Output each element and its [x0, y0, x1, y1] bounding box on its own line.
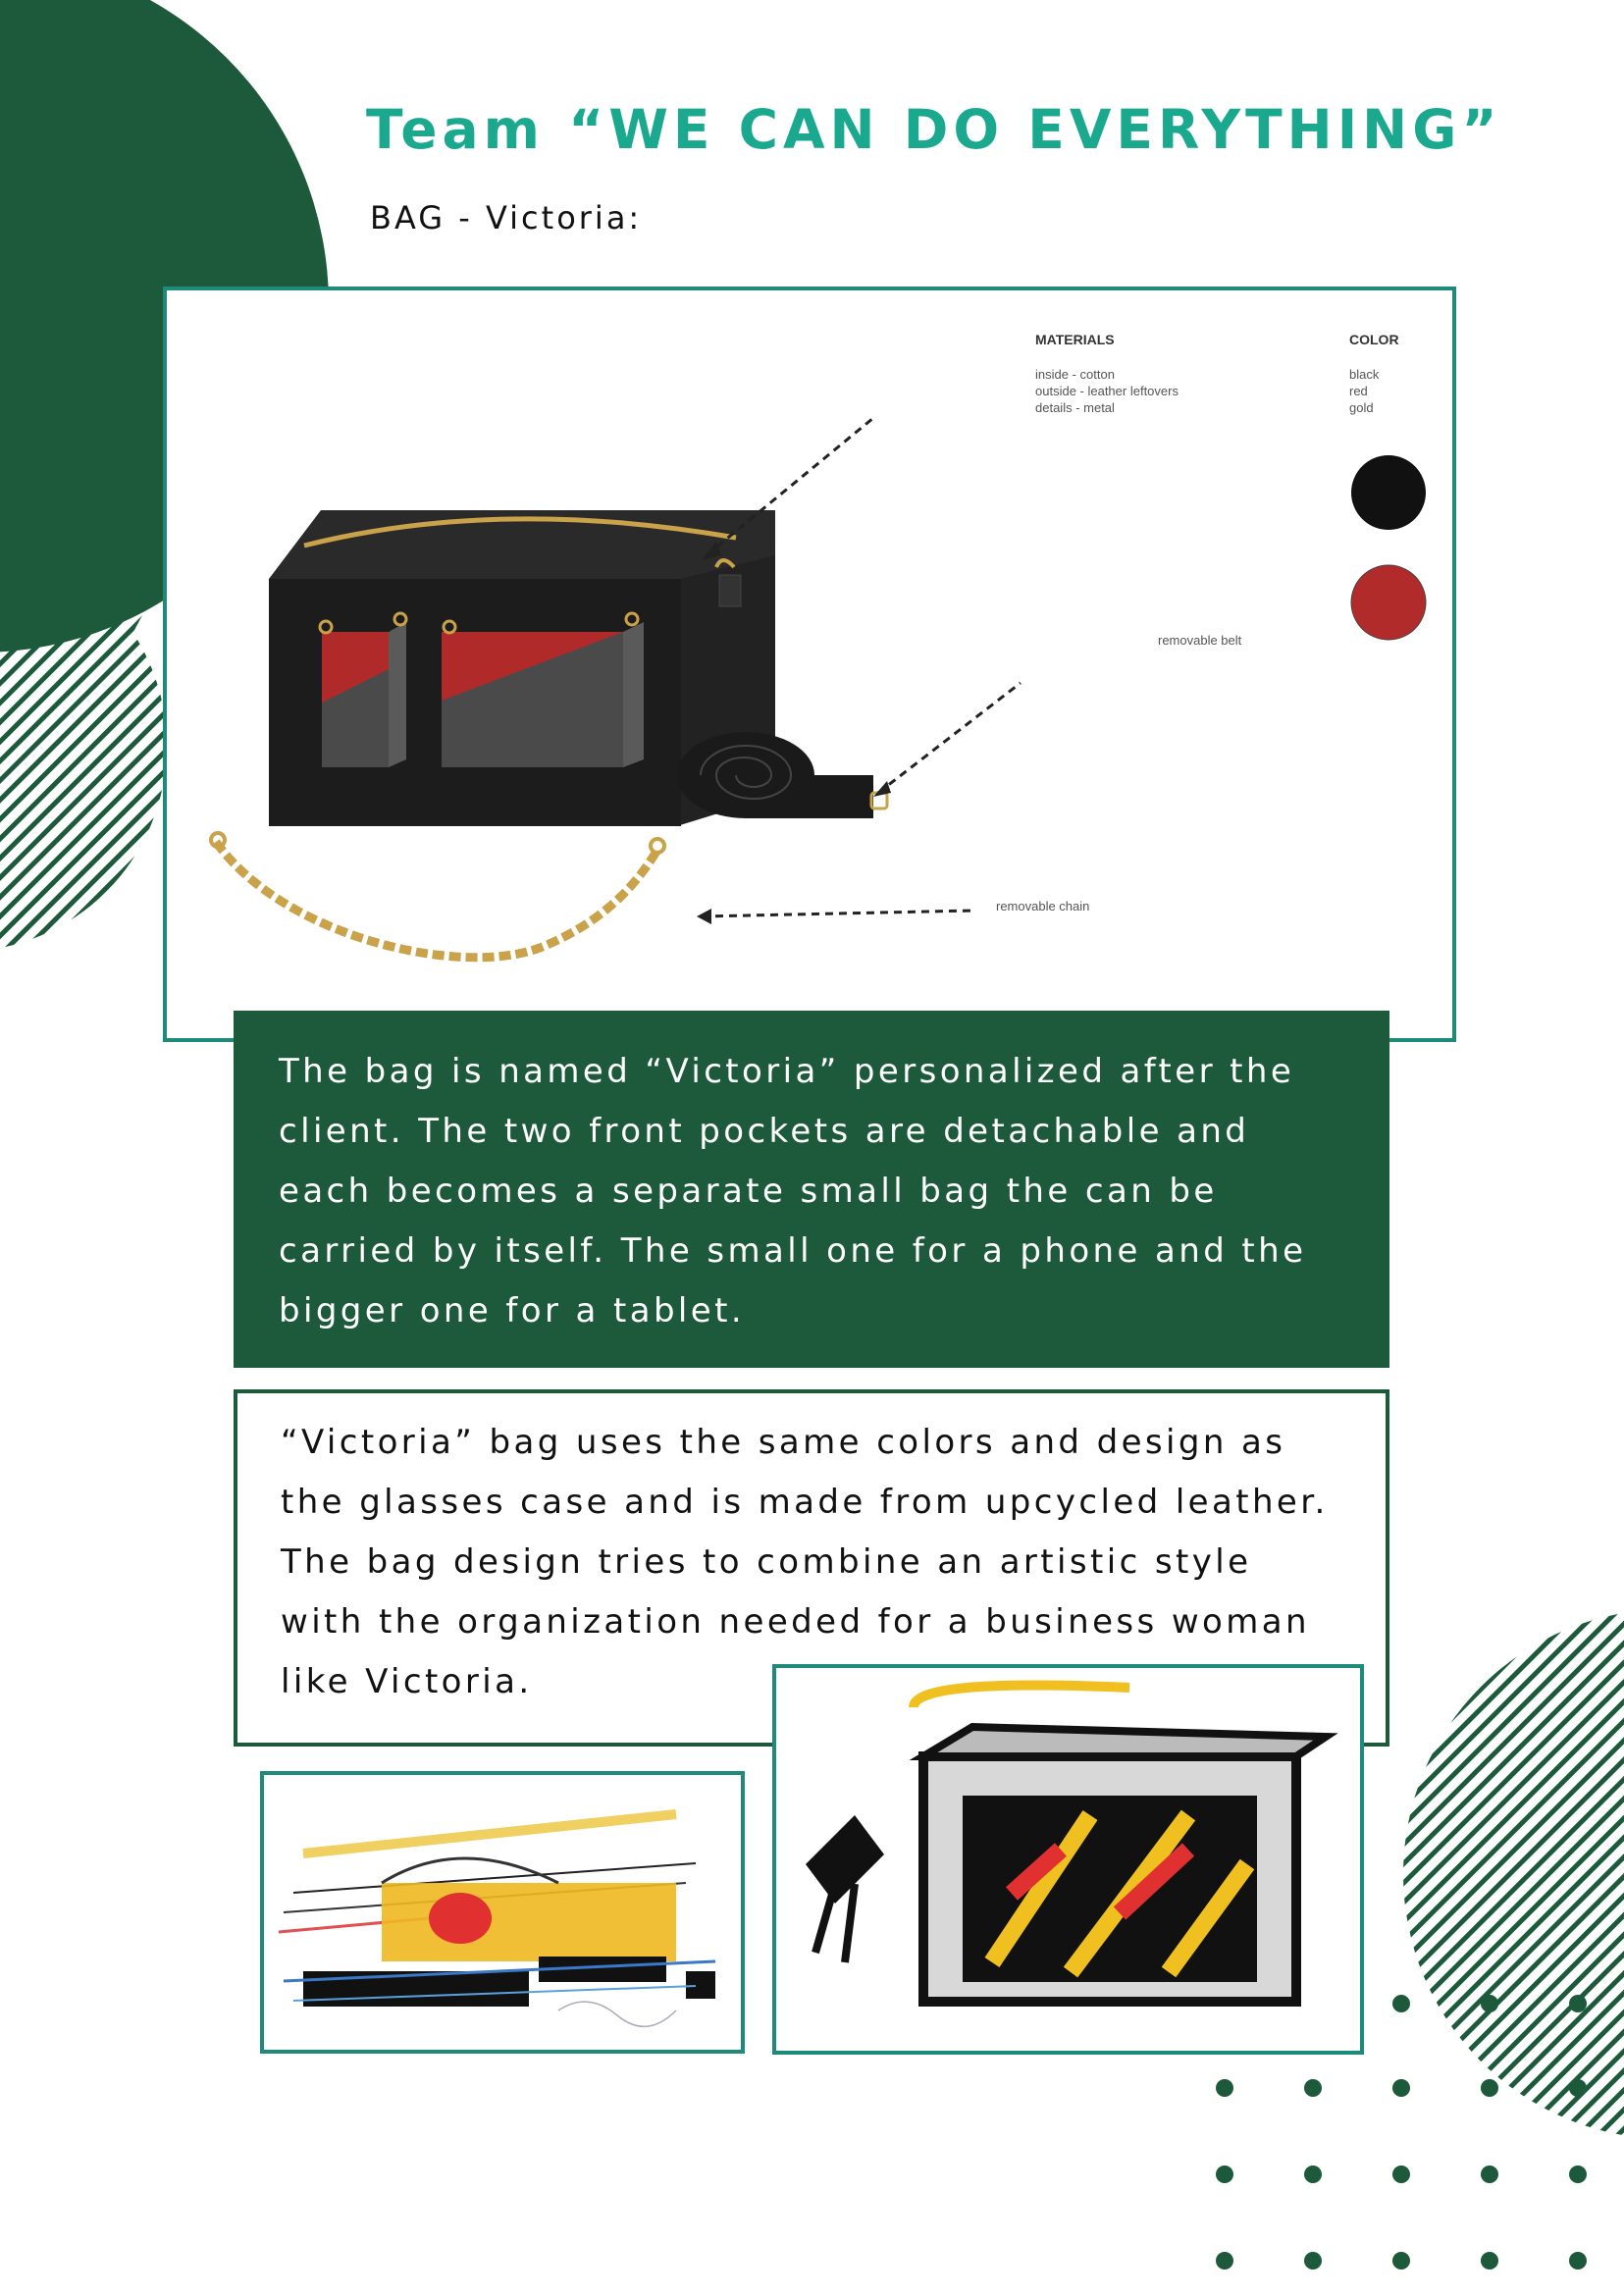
description-box	[234, 1011, 1389, 1368]
design-illustration-frame	[163, 287, 1456, 1042]
bag-technical-drawing	[167, 290, 1452, 1038]
info-text: “Victoria” bag uses the same colors and design as the glasses case and is made from upcycled leather. The bag design tries to combine an artistic style with the organization needed for a business woman like Victoria.	[281, 1423, 1329, 1701]
description-text: The bag is named “Victoria” personalized after the client. The two front pockets are detachable and each becomes a separate small bag the can be carried by itself. The small one for a phone and the bigger one for a tablet.	[279, 1052, 1307, 1331]
large-front-pocket	[442, 613, 644, 767]
material-item: outside - leather leftovers	[1035, 384, 1179, 398]
label-removable-chain: removable chain	[996, 899, 1090, 913]
material-item: inside - cotton	[1035, 367, 1115, 382]
removable-chain	[211, 833, 664, 958]
red-swatch	[1351, 565, 1426, 640]
sketch-right	[772, 1664, 1364, 2055]
abstract-bag-sketch	[264, 1775, 741, 2050]
black-swatch	[1351, 455, 1426, 530]
small-front-pocket	[320, 613, 406, 767]
bag-marker-sketch	[776, 1668, 1360, 2051]
color-heading: COLOR	[1349, 332, 1399, 347]
page-title: Team “WE CAN DO EVERYTHING”	[366, 98, 1502, 161]
color-item: red	[1349, 384, 1368, 398]
materials-heading: MATERIALS	[1035, 332, 1115, 347]
color-item: gold	[1349, 400, 1374, 415]
sketch-left	[260, 1771, 745, 2054]
rolled-belt	[677, 732, 887, 818]
striped-circle-right	[1403, 1609, 1624, 2139]
material-item: details - metal	[1035, 400, 1115, 415]
color-item: black	[1349, 367, 1380, 382]
page-subtitle: BAG - Victoria:	[370, 199, 643, 236]
label-removable-belt: removable belt	[1158, 633, 1242, 648]
